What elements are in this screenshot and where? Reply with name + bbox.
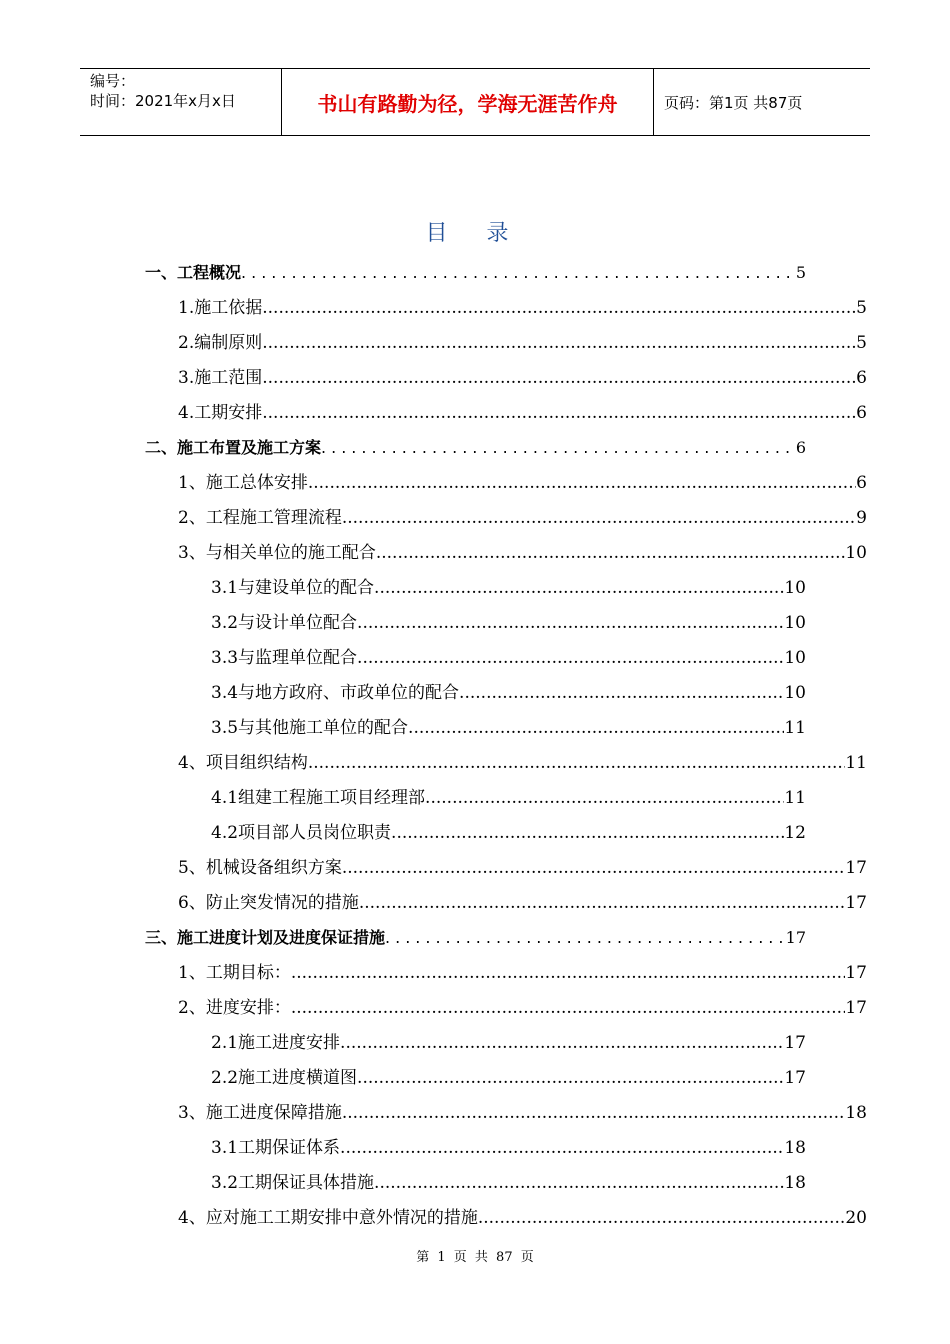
toc-entry-page: 12 <box>784 823 806 843</box>
toc-entry[interactable] <box>178 538 867 568</box>
document-time-label: 时间：2021年x月x日 <box>90 92 236 110</box>
toc-entry-page: 5 <box>795 263 806 282</box>
toc-entry-page: 6 <box>856 403 867 423</box>
toc-leader-dots <box>308 748 846 778</box>
toc-leader-dots <box>408 713 784 743</box>
toc-entry-page: 10 <box>784 648 806 668</box>
toc-entry[interactable] <box>178 888 867 918</box>
toc-entry[interactable] <box>211 783 806 813</box>
toc-entry-page: 17 <box>784 1033 806 1053</box>
toc-entry-page: 10 <box>845 543 867 563</box>
toc-entry-label: 1、工期目标： <box>178 963 291 983</box>
toc-entry-label: 一、工程概况 <box>145 263 242 282</box>
toc-entry-page: 10 <box>784 613 806 633</box>
toc-entry-label: 3、施工进度保障措施 <box>178 1103 342 1123</box>
toc-entry[interactable] <box>211 573 806 603</box>
toc-entry-label: 1.施工依据 <box>178 298 263 318</box>
toc-entry-page: 17 <box>845 893 867 913</box>
toc-entry[interactable] <box>178 993 867 1023</box>
toc-entry-page: 5 <box>856 298 867 318</box>
toc-entry[interactable] <box>145 923 806 953</box>
header-left-cell <box>80 69 281 135</box>
toc-entry[interactable] <box>211 1028 806 1058</box>
toc-entry-label: 二、施工布置及施工方案 <box>145 438 322 457</box>
toc-entry-label: 3.2工期保证具体措施 <box>211 1173 375 1193</box>
toc-entry[interactable] <box>211 678 806 708</box>
toc-entry-label: 4、项目组织结构 <box>178 753 308 773</box>
toc-entry-page: 18 <box>784 1173 806 1193</box>
toc-entry[interactable] <box>178 1098 867 1128</box>
toc-entry-page: 10 <box>784 683 806 703</box>
toc-entry[interactable] <box>211 1133 806 1163</box>
toc-entry-page: 10 <box>784 578 806 598</box>
toc-entry-page: 17 <box>784 1068 806 1088</box>
toc-leader-dots <box>357 608 784 638</box>
toc-entry[interactable] <box>178 398 867 428</box>
toc-entry-page: 17 <box>845 998 867 1018</box>
toc-entry[interactable] <box>211 1063 806 1093</box>
toc-entry-page: 6 <box>856 473 867 493</box>
toc-entry-label: 4.工期安排 <box>178 403 263 423</box>
header-page-label: 页码：第1页 共87页 <box>664 93 803 112</box>
toc-entry[interactable] <box>178 363 867 393</box>
toc-entry-page: 11 <box>784 788 806 808</box>
toc-entry-page: 17 <box>845 858 867 878</box>
toc-leader-dots <box>459 678 784 708</box>
toc-entry-label: 4.2项目部人员岗位职责 <box>211 823 392 843</box>
toc-leader-dots <box>291 993 846 1023</box>
toc-leader-dots <box>425 783 784 813</box>
toc-leader-dots <box>478 1203 846 1233</box>
toc-entry[interactable] <box>178 328 867 358</box>
toc-leader-dots <box>342 1098 846 1128</box>
toc-entry-page: 18 <box>845 1103 867 1123</box>
toc-leader-dots <box>385 923 786 953</box>
toc-entry-page: 20 <box>845 1208 867 1228</box>
toc-leader-dots <box>340 1133 784 1163</box>
toc-entry[interactable] <box>178 958 867 988</box>
toc-entry-label: 5、机械设备组织方案 <box>178 858 342 878</box>
toc-entry-label: 1、施工总体安排 <box>178 473 308 493</box>
toc-entry-label: 3.2与设计单位配合 <box>211 613 358 633</box>
toc-entry[interactable] <box>211 1168 806 1198</box>
toc-entry[interactable] <box>178 748 867 778</box>
toc-entry-label: 6、防止突发情况的措施 <box>178 893 359 913</box>
toc-entry[interactable] <box>211 818 806 848</box>
header-motto: 书山有路勤为径，学海无涯苦作舟 <box>281 69 654 135</box>
toc-entry-page: 17 <box>785 928 806 947</box>
toc-entry-page: 5 <box>856 333 867 353</box>
toc-entry-page: 18 <box>784 1138 806 1158</box>
toc-entry-label: 4.1组建工程施工项目经理部 <box>211 788 426 808</box>
toc-leader-dots <box>342 503 856 533</box>
toc-leader-dots <box>321 433 796 463</box>
page-footer: 第 1 页 共 87 页 <box>416 1250 534 1265</box>
toc-leader-dots <box>391 818 784 848</box>
toc-entry-page: 11 <box>845 753 867 773</box>
toc-leader-dots <box>262 328 856 358</box>
toc-entry[interactable] <box>145 258 806 288</box>
toc-leader-dots <box>374 573 784 603</box>
toc-leader-dots <box>291 958 846 988</box>
toc-leader-dots <box>241 258 796 288</box>
toc-entry-label: 3.1与建设单位的配合 <box>211 578 375 598</box>
toc-entry-label: 3.1工期保证体系 <box>211 1138 341 1158</box>
toc-entry[interactable] <box>211 643 806 673</box>
toc-entry-label: 3.5与其他施工单位的配合 <box>211 718 409 738</box>
toc-entry-label: 2.1施工进度安排 <box>211 1033 341 1053</box>
toc-entry-page: 9 <box>856 508 867 528</box>
toc-entry-label: 2、进度安排： <box>178 998 291 1018</box>
toc-entry[interactable] <box>211 608 806 638</box>
toc-entry[interactable] <box>211 713 806 743</box>
toc-title: 目 录 <box>425 221 525 246</box>
header-table <box>80 68 870 136</box>
toc-entry-label: 2.2施工进度横道图 <box>211 1068 358 1088</box>
toc-entry[interactable] <box>178 1203 867 1233</box>
toc-entry-page: 6 <box>856 368 867 388</box>
toc-leader-dots <box>308 468 856 498</box>
toc-leader-dots <box>357 643 784 673</box>
toc-leader-dots <box>374 1168 784 1198</box>
toc-entry-page: 6 <box>795 438 806 457</box>
toc-leader-dots <box>359 888 846 918</box>
toc-entry-label: 2、工程施工管理流程 <box>178 508 342 528</box>
toc-entry-label: 3.4与地方政府、市政单位的配合 <box>211 683 460 703</box>
toc-leader-dots <box>262 363 856 393</box>
toc-leader-dots <box>376 538 846 568</box>
toc-entry-label: 3、与相关单位的施工配合 <box>178 543 376 563</box>
toc-entry[interactable] <box>178 853 867 883</box>
toc-leader-dots <box>342 853 846 883</box>
toc-entry[interactable] <box>145 433 806 463</box>
toc-entry-label: 3.施工范围 <box>178 368 263 388</box>
toc-leader-dots <box>262 293 856 323</box>
toc-entry[interactable] <box>178 468 867 498</box>
toc-entry[interactable] <box>178 503 867 533</box>
toc-entry[interactable] <box>178 293 867 323</box>
toc-entry-page: 17 <box>845 963 867 983</box>
toc-entry-label: 三、施工进度计划及进度保证措施 <box>145 928 386 947</box>
toc-entry-label: 4、应对施工工期安排中意外情况的措施 <box>178 1208 478 1228</box>
toc-leader-dots <box>357 1063 784 1093</box>
toc-leader-dots <box>262 398 856 428</box>
toc-entry-page: 11 <box>784 718 806 738</box>
document-number-label: 编号： <box>90 72 136 90</box>
toc-entry-label: 2.编制原则 <box>178 333 263 353</box>
toc-leader-dots <box>340 1028 784 1058</box>
toc-entry-label: 3.3与监理单位配合 <box>211 648 358 668</box>
